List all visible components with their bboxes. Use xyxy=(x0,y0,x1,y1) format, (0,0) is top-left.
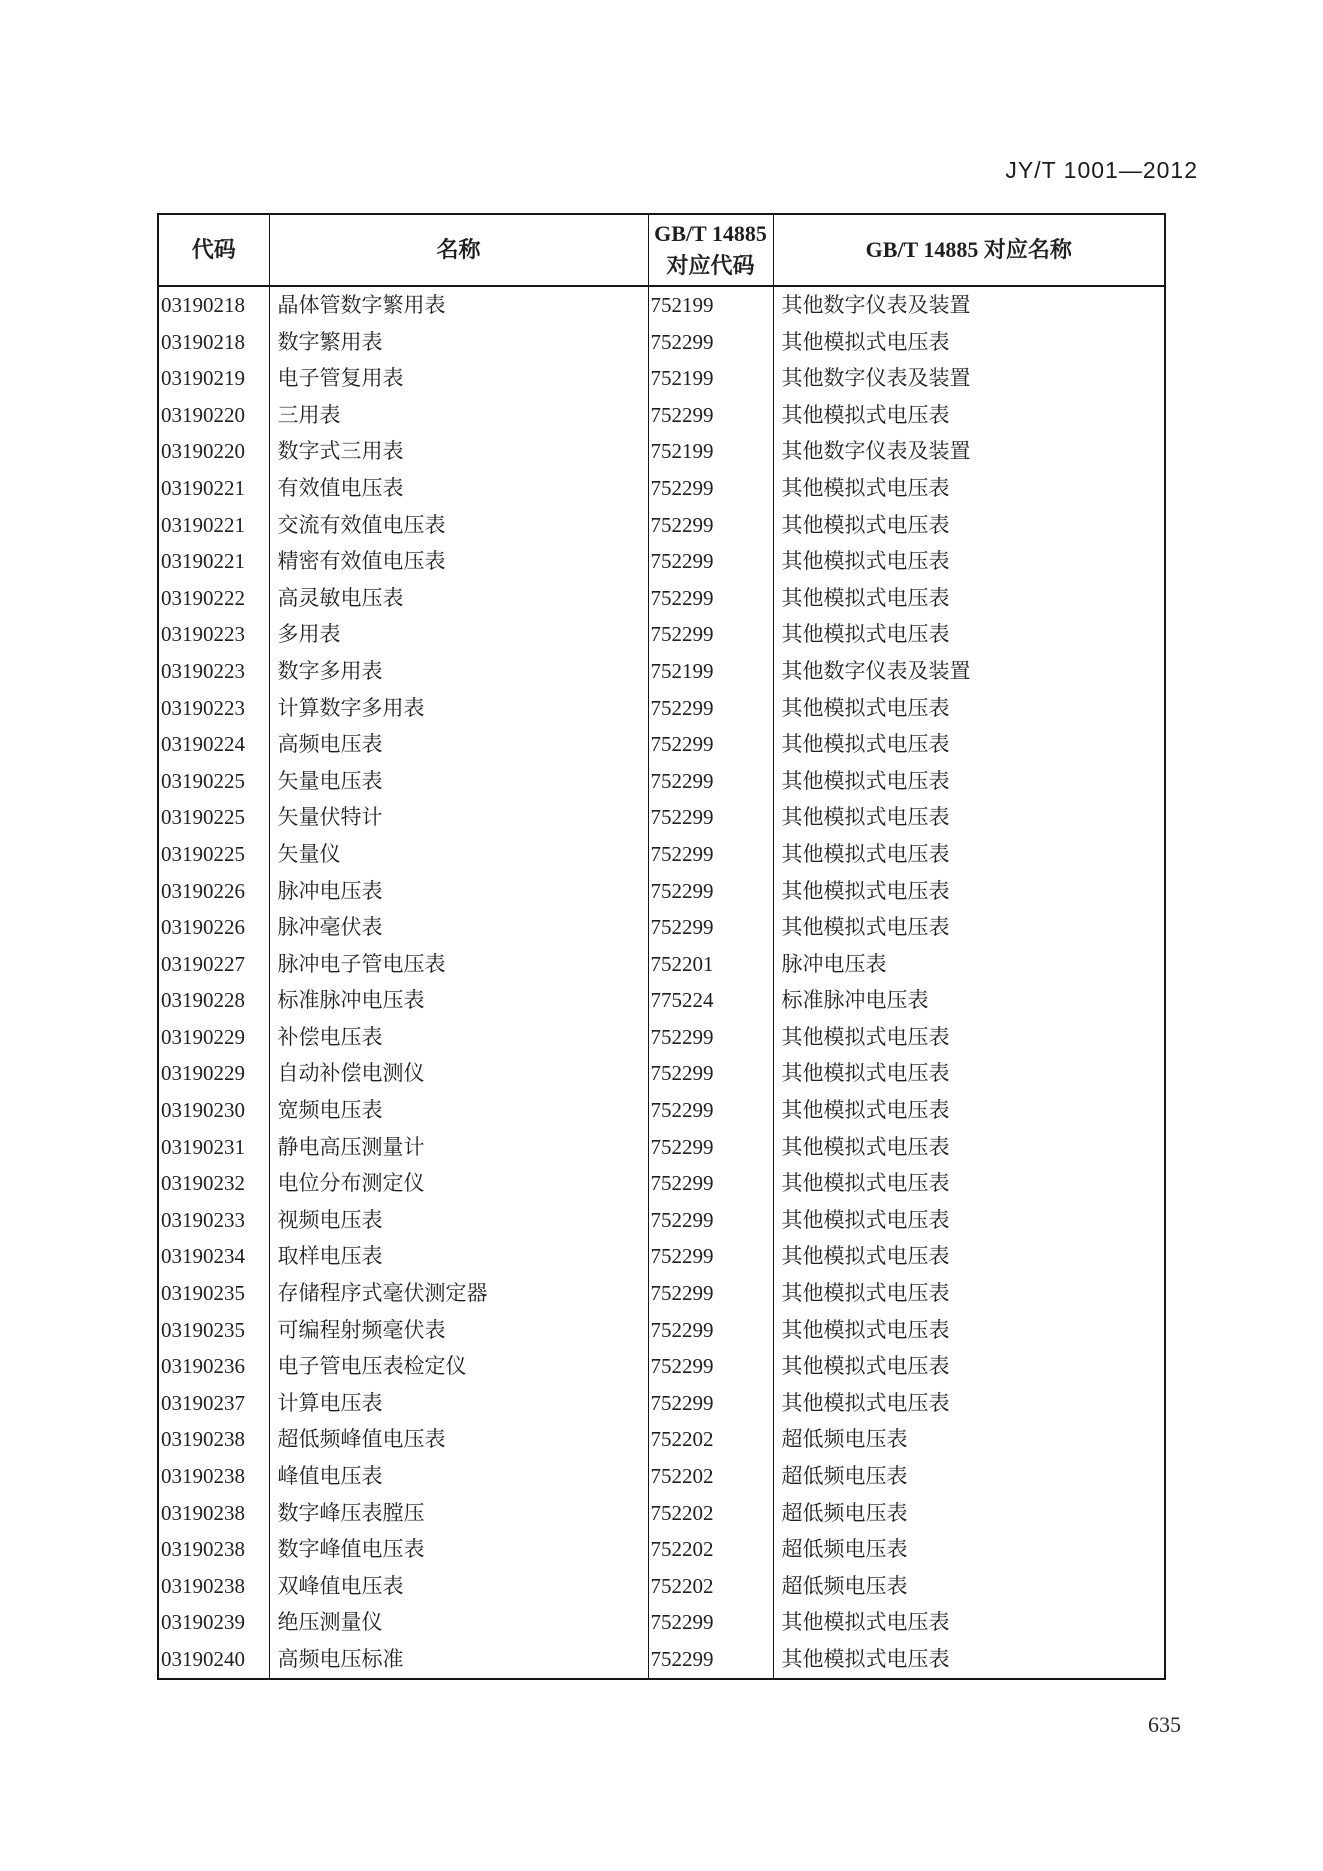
cell-gbt-name: 其他模拟式电压表 xyxy=(773,763,1165,800)
table-row xyxy=(158,470,1165,507)
cell-code: 03190226 xyxy=(158,873,269,910)
table-row xyxy=(158,507,1165,544)
table-row xyxy=(158,1019,1165,1056)
cell-name: 双峰值电压表 xyxy=(269,1568,648,1605)
cell-name: 电子管电压表检定仪 xyxy=(269,1348,648,1385)
table-row xyxy=(158,1458,1165,1495)
table-row xyxy=(158,1055,1165,1092)
table-row xyxy=(158,836,1165,873)
table-row xyxy=(158,799,1165,836)
cell-gbt-name: 超低频电压表 xyxy=(773,1531,1165,1568)
cell-code: 03190224 xyxy=(158,726,269,763)
cell-gbt-name: 其他模拟式电压表 xyxy=(773,470,1165,507)
cell-gbt-code: 752202 xyxy=(648,1568,773,1605)
cell-code: 03190236 xyxy=(158,1348,269,1385)
table-row xyxy=(158,433,1165,470)
cell-code: 03190229 xyxy=(158,1055,269,1092)
table-row xyxy=(158,324,1165,361)
table-row xyxy=(158,543,1165,580)
cell-code: 03190223 xyxy=(158,690,269,727)
cell-code: 03190219 xyxy=(158,360,269,397)
cell-gbt-code: 752299 xyxy=(648,1129,773,1166)
cell-gbt-code: 752202 xyxy=(648,1458,773,1495)
cell-code: 03190221 xyxy=(158,470,269,507)
cell-code: 03190220 xyxy=(158,397,269,434)
cell-code: 03190230 xyxy=(158,1092,269,1129)
cell-name: 计算数字多用表 xyxy=(269,690,648,727)
header-cell-gbt-code xyxy=(648,214,773,286)
cell-gbt-name: 其他模拟式电压表 xyxy=(773,543,1165,580)
cell-gbt-code: 752299 xyxy=(648,397,773,434)
cell-gbt-name: 其他模拟式电压表 xyxy=(773,1129,1165,1166)
cell-name: 数字峰值电压表 xyxy=(269,1531,648,1568)
cell-name: 数字峰压表膛压 xyxy=(269,1495,648,1532)
cell-gbt-code: 752299 xyxy=(648,1385,773,1422)
cell-gbt-name: 其他模拟式电压表 xyxy=(773,580,1165,617)
cell-gbt-code: 752299 xyxy=(648,799,773,836)
cell-gbt-code: 752299 xyxy=(648,1202,773,1239)
cell-gbt-code: 752299 xyxy=(648,1019,773,1056)
cell-name: 标准脉冲电压表 xyxy=(269,982,648,1019)
cell-gbt-code: 752299 xyxy=(648,470,773,507)
cell-gbt-name: 标准脉冲电压表 xyxy=(773,982,1165,1019)
header-row xyxy=(158,214,1165,286)
cell-gbt-name: 其他模拟式电压表 xyxy=(773,799,1165,836)
cell-gbt-code: 752299 xyxy=(648,1275,773,1312)
table-row xyxy=(158,397,1165,434)
table-row xyxy=(158,1238,1165,1275)
cell-name: 精密有效值电压表 xyxy=(269,543,648,580)
header-gbt-code-line2: 对应代码 xyxy=(666,253,755,278)
cell-name: 电位分布测定仪 xyxy=(269,1165,648,1202)
cell-code: 03190235 xyxy=(158,1312,269,1349)
cell-code: 03190232 xyxy=(158,1165,269,1202)
cell-gbt-name: 其他模拟式电压表 xyxy=(773,726,1165,763)
cell-code: 03190223 xyxy=(158,616,269,653)
cell-code: 03190238 xyxy=(158,1458,269,1495)
table-row xyxy=(158,1092,1165,1129)
cell-code: 03190220 xyxy=(158,433,269,470)
table-body xyxy=(158,286,1165,1679)
cell-name: 数字式三用表 xyxy=(269,433,648,470)
cell-gbt-code: 752299 xyxy=(648,909,773,946)
table-row xyxy=(158,726,1165,763)
cell-name: 高频电压标准 xyxy=(269,1641,648,1679)
cell-gbt-code: 752199 xyxy=(648,286,773,324)
cell-name: 超低频峰值电压表 xyxy=(269,1421,648,1458)
cell-name: 存储程序式毫伏测定器 xyxy=(269,1275,648,1312)
cell-gbt-code: 752299 xyxy=(648,1312,773,1349)
cell-gbt-code: 752299 xyxy=(648,543,773,580)
table-row xyxy=(158,616,1165,653)
header-cell-gbt-name: GB/T 14885 对应名称 xyxy=(773,214,1165,286)
cell-gbt-code: 752299 xyxy=(648,1165,773,1202)
cell-name: 脉冲毫伏表 xyxy=(269,909,648,946)
cell-gbt-code: 752299 xyxy=(648,690,773,727)
cell-gbt-name: 其他模拟式电压表 xyxy=(773,1641,1165,1679)
cell-name: 矢量伏特计 xyxy=(269,799,648,836)
table-row xyxy=(158,763,1165,800)
cell-name: 脉冲电子管电压表 xyxy=(269,946,648,983)
cell-gbt-name: 其他模拟式电压表 xyxy=(773,1238,1165,1275)
standard-number-label: JY/T 1001—2012 xyxy=(1005,157,1198,183)
cell-name: 电子管复用表 xyxy=(269,360,648,397)
cell-code: 03190234 xyxy=(158,1238,269,1275)
cell-gbt-code: 752202 xyxy=(648,1421,773,1458)
cell-gbt-code: 752199 xyxy=(648,433,773,470)
cell-gbt-name: 其他模拟式电压表 xyxy=(773,1202,1165,1239)
cell-name: 交流有效值电压表 xyxy=(269,507,648,544)
table-row xyxy=(158,1495,1165,1532)
cell-code: 03190228 xyxy=(158,982,269,1019)
cell-gbt-code: 752299 xyxy=(648,726,773,763)
cell-name: 可编程射频毫伏表 xyxy=(269,1312,648,1349)
cell-code: 03190225 xyxy=(158,799,269,836)
cell-name: 峰值电压表 xyxy=(269,1458,648,1495)
table-row xyxy=(158,873,1165,910)
cell-code: 03190225 xyxy=(158,836,269,873)
cell-name: 高频电压表 xyxy=(269,726,648,763)
cell-name: 多用表 xyxy=(269,616,648,653)
cell-gbt-code: 752199 xyxy=(648,653,773,690)
cell-gbt-code: 752299 xyxy=(648,763,773,800)
cell-gbt-code: 752299 xyxy=(648,580,773,617)
cell-gbt-name: 其他模拟式电压表 xyxy=(773,616,1165,653)
cell-gbt-name: 其他模拟式电压表 xyxy=(773,507,1165,544)
cell-gbt-code: 752299 xyxy=(648,836,773,873)
cell-gbt-name: 超低频电压表 xyxy=(773,1568,1165,1605)
cell-code: 03190227 xyxy=(158,946,269,983)
cell-name: 三用表 xyxy=(269,397,648,434)
cell-code: 03190218 xyxy=(158,286,269,324)
table-row xyxy=(158,1641,1165,1679)
page-number: 635 xyxy=(1148,1712,1181,1737)
table-row xyxy=(158,1312,1165,1349)
cell-gbt-name: 其他模拟式电压表 xyxy=(773,1019,1165,1056)
cell-gbt-code: 752201 xyxy=(648,946,773,983)
cell-code: 03190221 xyxy=(158,507,269,544)
cell-gbt-name: 超低频电压表 xyxy=(773,1458,1165,1495)
cell-name: 数字繁用表 xyxy=(269,324,648,361)
cell-code: 03190233 xyxy=(158,1202,269,1239)
cell-code: 03190223 xyxy=(158,653,269,690)
table-row xyxy=(158,690,1165,727)
cell-gbt-name: 其他模拟式电压表 xyxy=(773,324,1165,361)
cell-gbt-name: 其他数字仪表及装置 xyxy=(773,433,1165,470)
cell-code: 03190231 xyxy=(158,1129,269,1166)
cell-gbt-code: 752299 xyxy=(648,324,773,361)
cell-name: 有效值电压表 xyxy=(269,470,648,507)
cell-gbt-name: 其他模拟式电压表 xyxy=(773,1092,1165,1129)
cell-code: 03190229 xyxy=(158,1019,269,1056)
cell-gbt-code: 752199 xyxy=(648,360,773,397)
header-cell-name: 名称 xyxy=(269,214,648,286)
cell-code: 03190237 xyxy=(158,1385,269,1422)
cell-code: 03190238 xyxy=(158,1568,269,1605)
cell-gbt-name: 其他模拟式电压表 xyxy=(773,1165,1165,1202)
cell-code: 03190222 xyxy=(158,580,269,617)
table-row xyxy=(158,360,1165,397)
cell-gbt-code: 752299 xyxy=(648,1055,773,1092)
cell-gbt-code: 752202 xyxy=(648,1531,773,1568)
cell-code: 03190225 xyxy=(158,763,269,800)
table-row xyxy=(158,909,1165,946)
table-row xyxy=(158,1531,1165,1568)
cell-gbt-name: 其他数字仪表及装置 xyxy=(773,360,1165,397)
cell-gbt-code: 752202 xyxy=(648,1495,773,1532)
cell-code: 03190239 xyxy=(158,1604,269,1641)
cell-gbt-name: 其他数字仪表及装置 xyxy=(773,653,1165,690)
cell-gbt-code: 752299 xyxy=(648,1348,773,1385)
cell-gbt-name: 其他模拟式电压表 xyxy=(773,909,1165,946)
cell-gbt-name: 其他模拟式电压表 xyxy=(773,873,1165,910)
table-row xyxy=(158,1275,1165,1312)
cell-gbt-code: 752299 xyxy=(648,1238,773,1275)
cell-gbt-code: 775224 xyxy=(648,982,773,1019)
table-row xyxy=(158,1568,1165,1605)
cell-name: 取样电压表 xyxy=(269,1238,648,1275)
header-cell-code: 代码 xyxy=(158,214,269,286)
cell-name: 高灵敏电压表 xyxy=(269,580,648,617)
cell-name: 自动补偿电测仪 xyxy=(269,1055,648,1092)
cell-gbt-code: 752299 xyxy=(648,1604,773,1641)
cell-gbt-name: 超低频电压表 xyxy=(773,1421,1165,1458)
cell-name: 脉冲电压表 xyxy=(269,873,648,910)
cell-code: 03190235 xyxy=(158,1275,269,1312)
cell-code: 03190218 xyxy=(158,324,269,361)
table-header xyxy=(158,214,1165,286)
cell-code: 03190226 xyxy=(158,909,269,946)
cell-gbt-name: 其他模拟式电压表 xyxy=(773,1348,1165,1385)
cell-gbt-name: 其他模拟式电压表 xyxy=(773,1055,1165,1092)
cell-gbt-code: 752299 xyxy=(648,616,773,653)
table-row xyxy=(158,946,1165,983)
cell-code: 03190240 xyxy=(158,1641,269,1679)
cell-name: 宽频电压表 xyxy=(269,1092,648,1129)
table-row xyxy=(158,1348,1165,1385)
cell-gbt-name: 其他数字仪表及装置 xyxy=(773,286,1165,324)
cell-code: 03190238 xyxy=(158,1495,269,1532)
table-row xyxy=(158,653,1165,690)
table-row xyxy=(158,1421,1165,1458)
cell-gbt-code: 752299 xyxy=(648,507,773,544)
cell-name: 数字多用表 xyxy=(269,653,648,690)
table-row xyxy=(158,286,1165,324)
cell-name: 绝压测量仪 xyxy=(269,1604,648,1641)
cell-name: 视频电压表 xyxy=(269,1202,648,1239)
cell-gbt-name: 其他模拟式电压表 xyxy=(773,397,1165,434)
cell-name: 补偿电压表 xyxy=(269,1019,648,1056)
cell-name: 矢量电压表 xyxy=(269,763,648,800)
cell-gbt-name: 其他模拟式电压表 xyxy=(773,1604,1165,1641)
cell-gbt-code: 752299 xyxy=(648,1641,773,1679)
cell-gbt-name: 其他模拟式电压表 xyxy=(773,1312,1165,1349)
cell-name: 静电高压测量计 xyxy=(269,1129,648,1166)
cell-name: 计算电压表 xyxy=(269,1385,648,1422)
cell-code: 03190238 xyxy=(158,1421,269,1458)
cell-gbt-name: 其他模拟式电压表 xyxy=(773,1275,1165,1312)
table-row xyxy=(158,1165,1165,1202)
cell-gbt-name: 其他模拟式电压表 xyxy=(773,1385,1165,1422)
table-row xyxy=(158,1129,1165,1166)
table-row xyxy=(158,1385,1165,1422)
table-row xyxy=(158,580,1165,617)
cell-gbt-name: 超低频电压表 xyxy=(773,1495,1165,1532)
table-row xyxy=(158,982,1165,1019)
cell-code: 03190238 xyxy=(158,1531,269,1568)
code-mapping-table xyxy=(157,213,1166,1680)
cell-name: 晶体管数字繁用表 xyxy=(269,286,648,324)
table-row xyxy=(158,1202,1165,1239)
header-gbt-code-line1: GB/T 14885 xyxy=(654,221,767,247)
cell-name: 矢量仪 xyxy=(269,836,648,873)
cell-gbt-name: 脉冲电压表 xyxy=(773,946,1165,983)
cell-code: 03190221 xyxy=(158,543,269,580)
cell-gbt-code: 752299 xyxy=(648,873,773,910)
cell-gbt-name: 其他模拟式电压表 xyxy=(773,836,1165,873)
cell-gbt-code: 752299 xyxy=(648,1092,773,1129)
table-row xyxy=(158,1604,1165,1641)
cell-gbt-name: 其他模拟式电压表 xyxy=(773,690,1165,727)
